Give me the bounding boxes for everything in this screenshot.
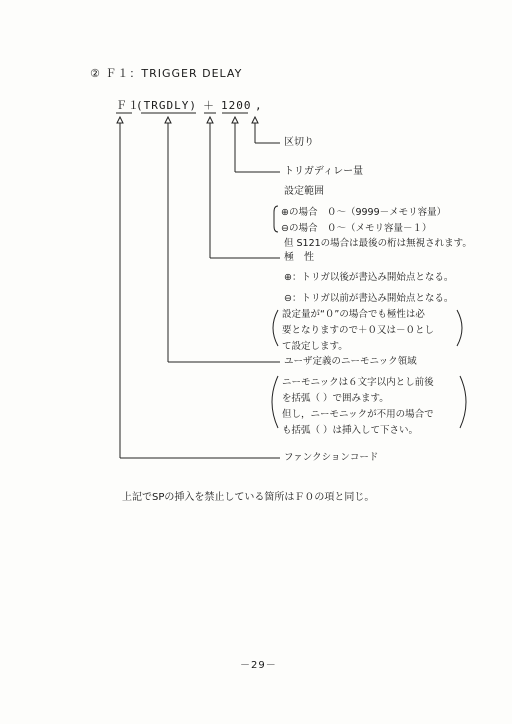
mnemonic-note-line-1: ニーモニックは６文字以内とし前後 bbox=[282, 377, 434, 388]
range-minus-text: ⊖の場合 ０～（メモリ容量－１） bbox=[281, 223, 432, 234]
mnemonic-note-line-4: も括弧（ ）は挿入して下さい。 bbox=[282, 425, 419, 436]
syntax-f1: Ｆ１ bbox=[116, 99, 140, 112]
polarity-plus-text: ⊕：トリガ以後が書込み開始点となる。 bbox=[284, 272, 454, 283]
label-trigger-delay-amount: トリガディレー量 bbox=[284, 166, 364, 177]
mnemonic-note-line-3: 但し，ニーモニックが不用の場合で bbox=[282, 409, 434, 420]
zero-note-line-2: 要となりますので＋０又は－０とし bbox=[282, 325, 435, 336]
zero-note-line-3: て設定します。 bbox=[282, 341, 348, 352]
syntax-trgdly: (TRGDLY) bbox=[136, 99, 197, 112]
range-note-text: 但 S121の場合は最後の桁は無視されます。 bbox=[284, 238, 472, 249]
label-polarity: 極 性 bbox=[284, 252, 314, 263]
polarity-minus-text: ⊖：トリガ以前が書込み開始点となる。 bbox=[284, 293, 454, 304]
label-user-mnemonic: ユーザ定義のニーモニック領域 bbox=[284, 356, 417, 367]
syntax-comma: , bbox=[255, 99, 263, 112]
page-number: －29－ bbox=[240, 660, 277, 671]
label-function-code: ファンクションコード bbox=[284, 452, 379, 463]
label-delimiter: 区切り bbox=[284, 137, 314, 148]
range-plus-text: ⊕の場合 ０～（9999－メモリ容量） bbox=[281, 207, 447, 218]
syntax-value: 1200 bbox=[221, 99, 252, 112]
zero-note-line-1: 設定量が“０”の場合でも極性は必 bbox=[282, 309, 425, 320]
mnemonic-note-line-2: を括弧（ ）で囲みます。 bbox=[282, 393, 389, 404]
footer-note: 上記でSPの挿入を禁止している箇所はＦ０の項と同じ。 bbox=[122, 492, 375, 503]
label-setting-range: 設定範囲 bbox=[284, 186, 324, 197]
section-heading: ② Ｆ１：TRIGGER DELAY bbox=[90, 67, 243, 80]
syntax-plus: ＋ bbox=[203, 99, 215, 112]
